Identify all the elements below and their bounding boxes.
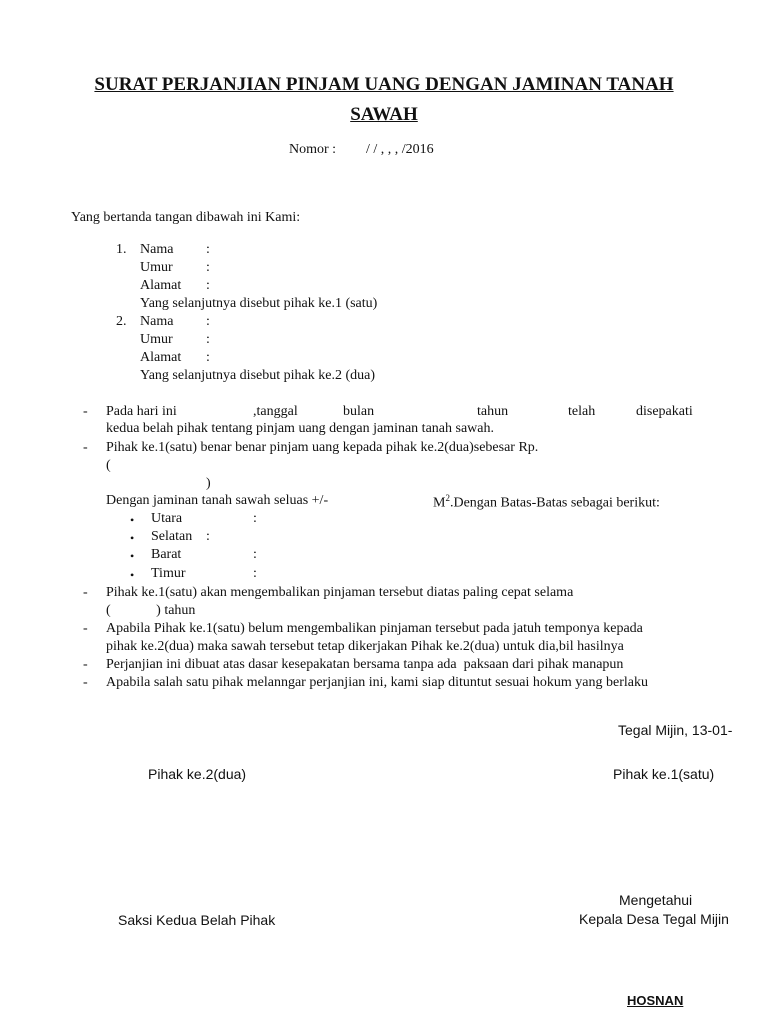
party-2-nama-label: Nama [140,314,174,329]
border-utara-colon: : [253,511,257,526]
pihak-2-signature-label: Pihak ke.2(dua) [148,766,247,782]
clause-6-dash: - [83,675,88,690]
bullet-icon: • [130,568,135,582]
clause-2-line-1: Pihak ke.1(satu) benar benar pinjam uang kepada pihak ke.2(dua)sebesar Rp. [106,440,539,455]
party-1-nama-label: Nama [140,242,174,257]
document-title-line2: SAWAH [350,104,418,125]
clause-1-word: bulan [343,404,375,419]
mengetahui-label: Mengetahui [619,892,693,908]
party-2-umur-label: Umur [140,332,173,347]
bullet-icon: • [130,513,135,527]
party-1-umur-colon: : [206,260,210,275]
border-utara-label: Utara [151,511,183,526]
clause-6-text: Apabila salah satu pihak melanngar perjanjian ini, kami siap dituntut sesuai hokum yang berlaku [106,675,648,690]
party-1-alamat-label: Alamat [140,278,182,293]
border-selatan-label: Selatan [151,529,193,544]
saksi-label: Saksi Kedua Belah Pihak [118,912,276,928]
clause-3-line-1: Pihak ke.1(satu) akan mengembalikan pinjaman tersebut diatas paling cepat selama [106,585,574,600]
pihak-1-signature-label: Pihak ke.1(satu) [613,766,715,782]
nomor-value: / / , , , /2016 [366,142,434,157]
party-2-number: 2. [116,314,127,329]
border-barat-label: Barat [151,547,182,562]
signer-name: HOSNAN [627,993,684,1008]
clause-2-jaminan-text: Dengan jaminan tanah sawah seluas +/- [106,493,329,508]
border-barat-colon: : [253,547,257,562]
clause-1-dash: - [83,404,88,419]
document-title-line1: SURAT PERJANJIAN PINJAM UANG DENGAN JAMINAN TANAH [94,74,674,95]
clause-1-word: Pada hari ini [106,404,177,419]
clause-5-dash: - [83,657,88,672]
party-1-nama-colon: : [206,242,210,257]
party-1-number: 1. [116,242,127,257]
nomor-label: Nomor : [289,142,337,157]
clause-4-line-1: Apabila Pihak ke.1(satu) belum mengembalikan pinjaman tersebut pada jatuh temponya kepada [106,621,643,636]
clause-2-open-paren: ( [106,458,111,473]
clause-4-line-2: pihak ke.2(dua) maka sawah tersebut tetap dikerjakan Pihak ke.2(dua) untuk dia,bil hasilnya [106,639,624,654]
clause-1-word: tahun [477,404,509,419]
bullet-icon: • [130,549,135,563]
kepala-desa-label: Kepala Desa Tegal Mijin [579,911,729,927]
party-1-description: Yang selanjutnya disebut pihak ke.1 (satu) [140,296,378,311]
party-2-umur-colon: : [206,332,210,347]
party-1-alamat-colon: : [206,278,210,293]
clause-1-word: ,tanggal [253,404,298,419]
clause-1-word: telah [568,404,596,419]
border-timur-colon: : [253,566,257,581]
clause-4-dash: - [83,621,88,636]
party-2-nama-colon: : [206,314,210,329]
party-2-alamat-label: Alamat [140,350,182,365]
border-selatan-colon: : [206,529,210,544]
party-1-umur-label: Umur [140,260,173,275]
clause-2-dash: - [83,440,88,455]
border-timur-label: Timur [151,566,186,581]
clause-3-dash: - [83,585,88,600]
place-date: Tegal Mijin, 13-01- [618,722,733,738]
clause-1-line-2: kedua belah pihak tentang pinjam uang dengan jaminan tanah sawah. [106,421,494,436]
clause-3-line-2: ( ) tahun [106,603,196,618]
clause-2-area-unit: $M^2.Dengan$ Batas-Batas sebagai berikut: [433,493,660,511]
bullet-icon: • [130,531,135,545]
clause-5-text: Perjanjian ini dibuat atas dasar kesepakatan bersama tanpa ada paksaan dari pihak manapun [106,657,624,672]
party-2-description: Yang selanjutnya disebut pihak ke.2 (dua) [140,368,375,383]
intro-text: Yang bertanda tangan dibawah ini Kami: [71,210,301,225]
clause-1-word: disepakati [636,404,693,419]
clause-2-close-paren: ) [206,476,211,491]
party-2-alamat-colon: : [206,350,210,365]
